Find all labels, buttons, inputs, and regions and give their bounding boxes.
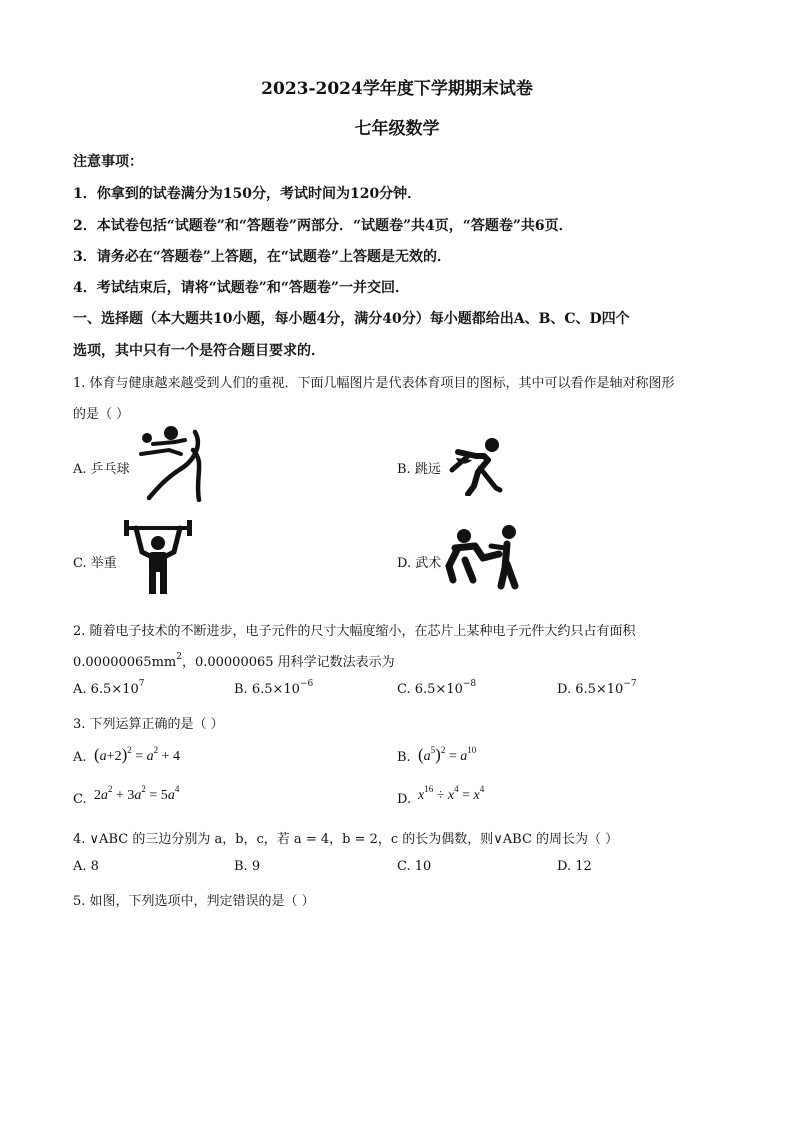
q2-stem-line1: 2. 随着电子技术的不断进步，电子元件的尺寸大幅度缩小，在芯片上某种电子元件大约只占有面积 xyxy=(73,624,636,639)
q1-option-b: B. 跳远 xyxy=(397,462,441,477)
q2-option-d: D. $6.5\times 10^{-7}$ xyxy=(557,679,637,697)
note-item-2: 2．本试卷包括“试题卷”和“答题卷”两部分．“试题卷”共4页，“答题卷”共6页． xyxy=(73,218,573,234)
note-item-3: 3．请务必在“答题卷”上答题，在“试题卷”上答题是无效的． xyxy=(73,249,451,265)
q3-label-d: D. xyxy=(397,792,412,807)
q2-option-c: C. $6.5\times 10^{-8}$ xyxy=(397,679,477,697)
q2-area-value: 0.00000065mm xyxy=(73,655,177,670)
q1-option-d: D. 武术 xyxy=(397,556,442,571)
q3-label-b: B. xyxy=(397,750,411,765)
notes-heading: 注意事项： xyxy=(73,154,143,170)
q2-option-b: B. $6.5\times 10^{-6}$ xyxy=(234,679,314,697)
q3-expression-a: $(a+2)^2 = a^2 + 4$ xyxy=(94,745,181,764)
long-jump-icon xyxy=(444,436,504,496)
q3-label-a: A. xyxy=(73,750,87,765)
q4-stem: 4. ∨ABC 的三边分别为 a，b，c，若 a = 4，b = 2，c 的长为偶数，则∨ABC 的周长为（ ） xyxy=(73,832,619,847)
q1-option-c: C. 举重 xyxy=(73,556,117,571)
q4-option-c: C. 10 xyxy=(397,859,432,874)
martial-arts-icon xyxy=(443,524,525,590)
q2-area-exponent: 2 xyxy=(176,652,182,662)
q3-expression-c: $2a^2 + 3a^2 = 5a^4$ xyxy=(94,784,180,803)
exam-title: 2023-2024学年度下学期期末试卷 xyxy=(261,79,533,99)
table-tennis-icon xyxy=(139,424,211,502)
q4-option-a: A. 8 xyxy=(73,859,99,874)
weightlifting-icon xyxy=(122,516,194,596)
note-item-4: 4．考试结束后，请将“试题卷”和“答题卷”一并交回． xyxy=(73,280,409,296)
q3-label-c: C. xyxy=(73,792,87,807)
q5-stem: 5. 如图，下列选项中，判定错误的是（ ） xyxy=(73,894,315,909)
q2-option-a: A. $6.5\times 10^7$ xyxy=(73,679,145,697)
q4-option-b: B. 9 xyxy=(234,859,261,874)
q1-stem-line2: 的是（ ） xyxy=(73,407,130,422)
exam-subtitle: 七年级数学 xyxy=(354,119,440,139)
section-heading-line1: 一、选择题（本大题共10小题，每小题4分，满分40分）每小题都给出A、B、C、D四个 xyxy=(73,311,630,327)
q2-stem-rest: ，0.00000065 用科学记数法表示为 xyxy=(181,655,395,670)
note-item-1: 1．你拿到的试卷满分为150分，考试时间为120分钟． xyxy=(73,186,422,202)
q3-expression-d: $x^{16} \div x^4 = x^4$ xyxy=(418,784,485,803)
q4-option-d: D. 12 xyxy=(557,859,592,874)
q3-stem: 3. 下列运算正确的是（ ） xyxy=(73,717,224,732)
q2-stem-line2 xyxy=(73,651,395,670)
q1-option-a: A. 乒乓球 xyxy=(73,462,130,477)
q3-expression-b: $(a^5)^2 = a^{10}$ xyxy=(418,745,477,764)
q1-stem-line1: 1. 体育与健康越来越受到人们的重视．下面几幅图片是代表体育项目的图标，其中可以看作是轴对称图形 xyxy=(73,376,675,391)
section-heading-line2: 选项，其中只有一个是符合题目要求的． xyxy=(73,343,325,359)
